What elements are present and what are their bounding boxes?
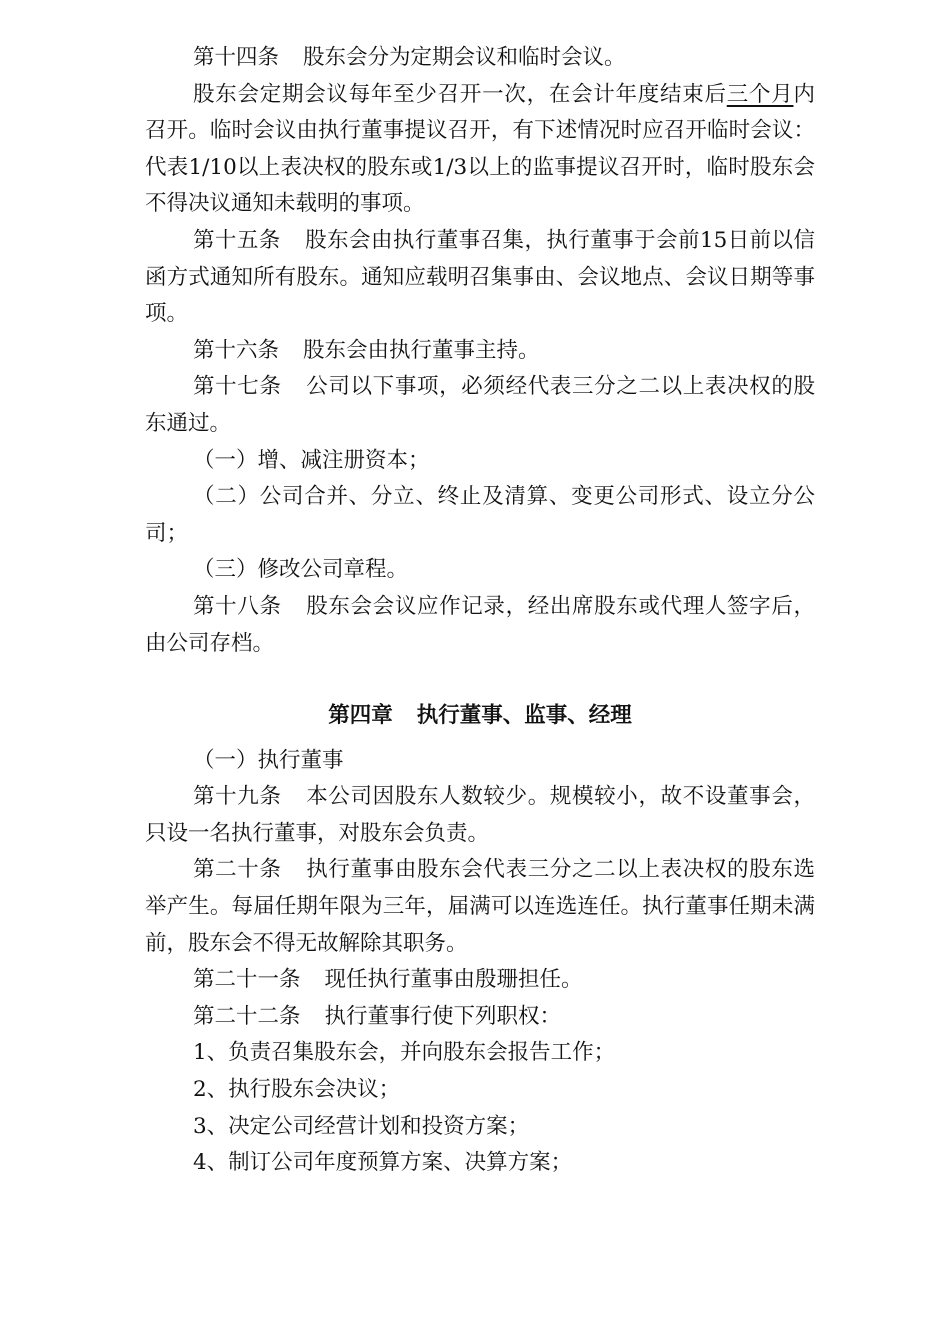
article-text: 公司以下事项，必须经代表三分之二以上表决权的股东通过。 xyxy=(145,374,815,436)
article-16 xyxy=(145,333,815,370)
article-22 xyxy=(145,999,815,1036)
article-text: 执行董事行使下列职权： xyxy=(324,1003,562,1029)
article-text: 股东会由执行董事召集，执行董事于会前15日前以信函方式通知所有股东。通知应载明召集事由、会议地点、会议日期等事项。 xyxy=(145,227,815,327)
article-number: 第十四条 xyxy=(193,45,280,70)
article-15 xyxy=(145,223,815,333)
article-22-item-3: 3、决定公司经营计划和投资方案； xyxy=(193,1113,530,1139)
article-17-item-1: （一）增、减注册资本； xyxy=(193,447,430,473)
article-20 xyxy=(145,852,815,962)
article-number: 第二十一条 xyxy=(193,967,301,993)
article-22-item-4: 4、制订公司年度预算方案、决算方案； xyxy=(193,1150,573,1176)
section-heading: （一）执行董事 xyxy=(193,747,344,773)
article-22-item-1: 1、负责召集股东会，并向股东会报告工作； xyxy=(193,1040,616,1066)
article-number: 第十九条 xyxy=(193,784,282,810)
article-21 xyxy=(145,962,815,999)
article-17-item-2: （二）公司合并、分立、终止及清算、变更公司形式、设立分公司； xyxy=(145,484,815,546)
article-text: 执行董事由股东会代表三分之二以上表决权的股东选举产生。每届任期年限为三年，届满可以连选连任。执行董事任期未满前，股东会不得无故解除其职务。 xyxy=(145,857,815,956)
chapter-title: 执行董事、监事、经理 xyxy=(416,703,632,729)
article-number: 第十六条 xyxy=(193,337,280,363)
article-19 xyxy=(145,779,815,852)
article-14 xyxy=(145,40,815,77)
article-17-item-3: （三）修改公司章程。 xyxy=(193,557,409,583)
chapter-heading xyxy=(145,698,815,735)
article-number: 第二十条 xyxy=(193,857,282,883)
article-18 xyxy=(145,589,815,662)
article-14-paragraph-2 xyxy=(145,77,815,223)
document-body xyxy=(145,40,815,1182)
article-number: 第十五条 xyxy=(193,227,281,253)
article-text: 本公司因股东人数较少。规模较小，故不设董事会，只设一名执行董事，对股东会负责。 xyxy=(145,784,815,846)
article-text: 现任执行董事由殷珊担任。 xyxy=(324,967,583,993)
article-text: 股东会会议应作记录，经出席股东或代理人签字后，由公司存档。 xyxy=(145,593,815,656)
article-17 xyxy=(145,369,815,442)
chapter-number: 第四章 xyxy=(328,703,393,729)
paragraph-text: 股东会定期会议每年至少召开一次，在会计年度结束后 xyxy=(193,81,727,107)
article-number: 第二十二条 xyxy=(193,1003,301,1029)
paragraph-text: 内召开。临时会议由执行董事提议召开，有下述情况时应召开临时会议：代表1/10以上表决权的股东或1/3以上的监事提议召开时，临时股东会不得决议通知未载明的事项。 xyxy=(145,81,815,217)
article-text: 股东会分为定期会议和临时会议。 xyxy=(303,45,626,70)
underlined-term: 三个月 xyxy=(726,81,794,107)
article-number: 第十八条 xyxy=(193,593,282,619)
article-number: 第十七条 xyxy=(193,374,282,400)
article-22-item-2: 2、执行股东会决议； xyxy=(193,1077,401,1103)
article-text: 股东会由执行董事主持。 xyxy=(303,337,540,363)
